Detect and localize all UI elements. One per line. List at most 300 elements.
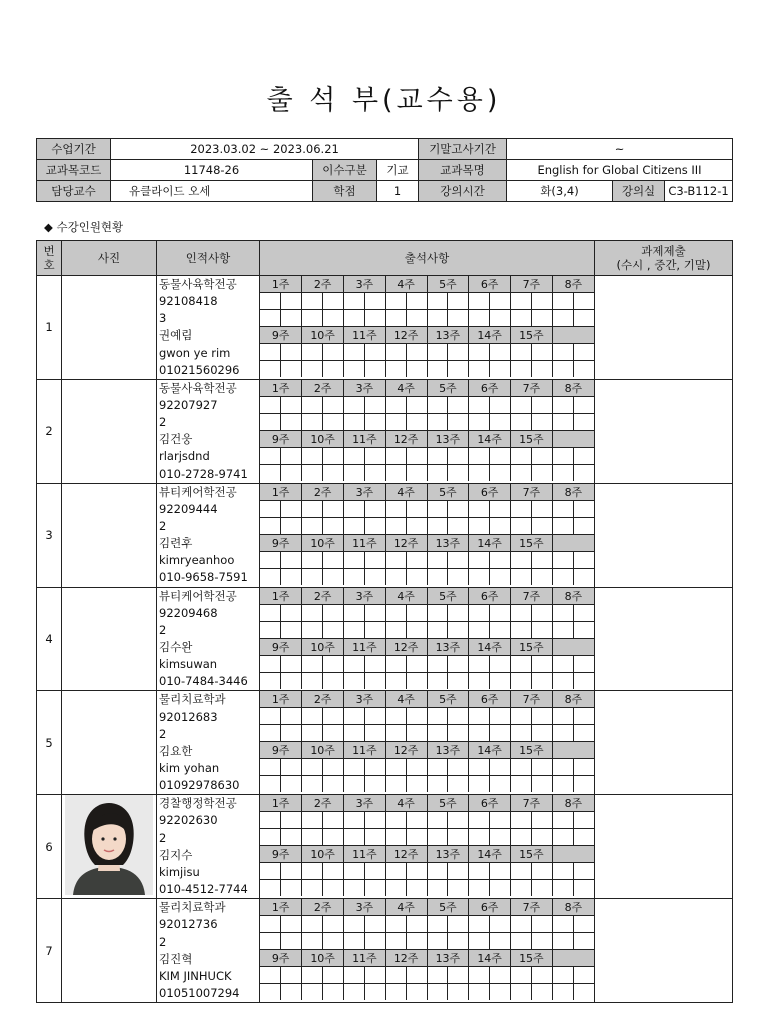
attendance-cell[interactable] — [281, 413, 302, 430]
attendance-cell[interactable] — [302, 568, 323, 585]
attendance-cell[interactable] — [448, 568, 469, 585]
attendance-cell[interactable] — [323, 916, 344, 933]
attendance-cell[interactable] — [385, 759, 406, 776]
attendance-cell[interactable] — [469, 880, 490, 897]
attendance-cell[interactable] — [469, 672, 490, 689]
attendance-cell[interactable] — [469, 725, 490, 742]
attendance-cell[interactable] — [364, 361, 385, 378]
attendance-cell[interactable] — [573, 500, 594, 517]
attendance-cell[interactable] — [511, 568, 532, 585]
attendance-cell[interactable] — [364, 621, 385, 638]
attendance-cell[interactable] — [260, 829, 281, 846]
attendance-cell[interactable] — [406, 725, 427, 742]
attendance-cell[interactable] — [281, 655, 302, 672]
attendance-cell[interactable] — [406, 812, 427, 829]
attendance-cell[interactable] — [448, 396, 469, 413]
attendance-cell[interactable] — [427, 863, 448, 880]
attendance-cell[interactable] — [490, 568, 511, 585]
attendance-cell[interactable] — [573, 517, 594, 534]
attendance-cell[interactable] — [260, 672, 281, 689]
attendance-cell[interactable] — [323, 310, 344, 327]
attendance-cell[interactable] — [573, 672, 594, 689]
attendance-cell[interactable] — [260, 447, 281, 464]
attendance-cell[interactable] — [281, 984, 302, 1001]
attendance-cell[interactable] — [344, 500, 365, 517]
attendance-cell[interactable] — [406, 933, 427, 950]
attendance-cell[interactable] — [406, 500, 427, 517]
attendance-cell[interactable] — [281, 604, 302, 621]
attendance-cell[interactable] — [323, 293, 344, 310]
attendance-cell[interactable] — [385, 447, 406, 464]
attendance-cell[interactable] — [406, 447, 427, 464]
attendance-cell[interactable] — [427, 568, 448, 585]
attendance-cell[interactable] — [406, 776, 427, 793]
homework-cell[interactable] — [595, 379, 733, 483]
attendance-cell[interactable] — [406, 568, 427, 585]
attendance-cell[interactable] — [344, 568, 365, 585]
attendance-cell[interactable] — [531, 464, 552, 481]
attendance-cell[interactable] — [323, 464, 344, 481]
attendance-cell[interactable] — [260, 967, 281, 984]
homework-cell[interactable] — [595, 691, 733, 795]
attendance-cell[interactable] — [531, 500, 552, 517]
attendance-cell[interactable] — [260, 464, 281, 481]
attendance-cell[interactable] — [364, 344, 385, 361]
attendance-cell[interactable] — [427, 621, 448, 638]
attendance-cell[interactable] — [531, 361, 552, 378]
attendance-cell[interactable] — [552, 863, 573, 880]
attendance-cell[interactable] — [406, 863, 427, 880]
attendance-cell[interactable] — [344, 344, 365, 361]
attendance-cell[interactable] — [427, 967, 448, 984]
attendance-cell[interactable] — [364, 967, 385, 984]
attendance-cell[interactable] — [573, 655, 594, 672]
attendance-cell[interactable] — [302, 447, 323, 464]
attendance-cell[interactable] — [531, 655, 552, 672]
attendance-cell[interactable] — [448, 863, 469, 880]
attendance-cell[interactable] — [281, 447, 302, 464]
attendance-cell[interactable] — [344, 708, 365, 725]
attendance-cell[interactable] — [573, 967, 594, 984]
attendance-cell[interactable] — [385, 551, 406, 568]
attendance-cell[interactable] — [344, 812, 365, 829]
attendance-cell[interactable] — [511, 759, 532, 776]
attendance-cell[interactable] — [281, 621, 302, 638]
attendance-cell[interactable] — [469, 500, 490, 517]
attendance-cell[interactable] — [427, 759, 448, 776]
attendance-cell[interactable] — [490, 812, 511, 829]
attendance-cell[interactable] — [344, 310, 365, 327]
attendance-cell[interactable] — [490, 310, 511, 327]
attendance-cell[interactable] — [573, 361, 594, 378]
attendance-cell[interactable] — [260, 880, 281, 897]
attendance-cell[interactable] — [490, 829, 511, 846]
attendance-cell[interactable] — [302, 551, 323, 568]
attendance-cell[interactable] — [490, 967, 511, 984]
attendance-cell[interactable] — [323, 396, 344, 413]
attendance-cell[interactable] — [406, 916, 427, 933]
attendance-cell[interactable] — [344, 447, 365, 464]
attendance-cell[interactable] — [260, 551, 281, 568]
attendance-cell[interactable] — [406, 293, 427, 310]
attendance-cell[interactable] — [552, 672, 573, 689]
attendance-cell[interactable] — [364, 776, 385, 793]
attendance-cell[interactable] — [281, 916, 302, 933]
attendance-cell[interactable] — [573, 933, 594, 950]
attendance-cell[interactable] — [490, 344, 511, 361]
attendance-cell[interactable] — [531, 916, 552, 933]
homework-cell[interactable] — [595, 276, 733, 380]
attendance-cell[interactable] — [385, 984, 406, 1001]
attendance-cell[interactable] — [511, 708, 532, 725]
attendance-cell[interactable] — [552, 725, 573, 742]
attendance-cell[interactable] — [490, 708, 511, 725]
attendance-cell[interactable] — [511, 551, 532, 568]
attendance-cell[interactable] — [385, 967, 406, 984]
attendance-cell[interactable] — [531, 776, 552, 793]
attendance-cell[interactable] — [260, 916, 281, 933]
homework-cell[interactable] — [595, 795, 733, 899]
attendance-cell[interactable] — [448, 672, 469, 689]
attendance-cell[interactable] — [469, 708, 490, 725]
attendance-cell[interactable] — [427, 880, 448, 897]
attendance-cell[interactable] — [427, 517, 448, 534]
attendance-cell[interactable] — [281, 517, 302, 534]
attendance-cell[interactable] — [302, 933, 323, 950]
attendance-cell[interactable] — [469, 621, 490, 638]
attendance-cell[interactable] — [490, 396, 511, 413]
attendance-cell[interactable] — [427, 672, 448, 689]
attendance-cell[interactable] — [406, 396, 427, 413]
attendance-cell[interactable] — [552, 396, 573, 413]
attendance-cell[interactable] — [490, 725, 511, 742]
attendance-cell[interactable] — [531, 568, 552, 585]
attendance-cell[interactable] — [344, 551, 365, 568]
attendance-cell[interactable] — [323, 500, 344, 517]
attendance-cell[interactable] — [552, 708, 573, 725]
attendance-cell[interactable] — [281, 344, 302, 361]
attendance-cell[interactable] — [260, 776, 281, 793]
attendance-cell[interactable] — [552, 812, 573, 829]
attendance-cell[interactable] — [260, 293, 281, 310]
attendance-cell[interactable] — [531, 863, 552, 880]
attendance-cell[interactable] — [531, 759, 552, 776]
attendance-cell[interactable] — [427, 396, 448, 413]
attendance-cell[interactable] — [490, 984, 511, 1001]
attendance-cell[interactable] — [260, 344, 281, 361]
attendance-cell[interactable] — [323, 551, 344, 568]
attendance-cell[interactable] — [385, 413, 406, 430]
attendance-cell[interactable] — [511, 396, 532, 413]
attendance-cell[interactable] — [281, 672, 302, 689]
attendance-cell[interactable] — [406, 464, 427, 481]
attendance-cell[interactable] — [406, 967, 427, 984]
attendance-cell[interactable] — [448, 447, 469, 464]
attendance-cell[interactable] — [427, 344, 448, 361]
attendance-cell[interactable] — [281, 464, 302, 481]
attendance-cell[interactable] — [469, 812, 490, 829]
attendance-cell[interactable] — [302, 655, 323, 672]
attendance-cell[interactable] — [385, 655, 406, 672]
attendance-cell[interactable] — [511, 967, 532, 984]
attendance-cell[interactable] — [573, 812, 594, 829]
attendance-cell[interactable] — [260, 568, 281, 585]
attendance-cell[interactable] — [511, 604, 532, 621]
attendance-cell[interactable] — [385, 310, 406, 327]
attendance-cell[interactable] — [490, 933, 511, 950]
attendance-cell[interactable] — [469, 551, 490, 568]
attendance-cell[interactable] — [531, 293, 552, 310]
attendance-cell[interactable] — [344, 361, 365, 378]
attendance-cell[interactable] — [364, 396, 385, 413]
attendance-cell[interactable] — [531, 984, 552, 1001]
attendance-cell[interactable] — [323, 604, 344, 621]
attendance-cell[interactable] — [469, 517, 490, 534]
attendance-cell[interactable] — [490, 880, 511, 897]
attendance-cell[interactable] — [385, 725, 406, 742]
attendance-cell[interactable] — [511, 916, 532, 933]
attendance-cell[interactable] — [302, 759, 323, 776]
attendance-cell[interactable] — [573, 880, 594, 897]
attendance-cell[interactable] — [364, 933, 385, 950]
attendance-cell[interactable] — [469, 413, 490, 430]
attendance-cell[interactable] — [406, 413, 427, 430]
attendance-cell[interactable] — [260, 604, 281, 621]
attendance-cell[interactable] — [427, 725, 448, 742]
attendance-cell[interactable] — [344, 396, 365, 413]
attendance-cell[interactable] — [323, 447, 344, 464]
attendance-cell[interactable] — [281, 310, 302, 327]
attendance-cell[interactable] — [531, 933, 552, 950]
attendance-cell[interactable] — [427, 447, 448, 464]
attendance-cell[interactable] — [385, 344, 406, 361]
attendance-cell[interactable] — [364, 708, 385, 725]
attendance-cell[interactable] — [323, 776, 344, 793]
attendance-cell[interactable] — [448, 725, 469, 742]
attendance-cell[interactable] — [385, 464, 406, 481]
attendance-cell[interactable] — [552, 500, 573, 517]
attendance-cell[interactable] — [323, 568, 344, 585]
attendance-cell[interactable] — [302, 725, 323, 742]
attendance-cell[interactable] — [469, 655, 490, 672]
attendance-cell[interactable] — [260, 310, 281, 327]
attendance-cell[interactable] — [323, 413, 344, 430]
attendance-cell[interactable] — [260, 517, 281, 534]
attendance-cell[interactable] — [260, 361, 281, 378]
attendance-cell[interactable] — [573, 829, 594, 846]
attendance-cell[interactable] — [302, 396, 323, 413]
attendance-cell[interactable] — [511, 361, 532, 378]
attendance-cell[interactable] — [323, 984, 344, 1001]
attendance-cell[interactable] — [344, 621, 365, 638]
attendance-cell[interactable] — [511, 829, 532, 846]
attendance-cell[interactable] — [448, 812, 469, 829]
attendance-cell[interactable] — [323, 517, 344, 534]
attendance-cell[interactable] — [302, 621, 323, 638]
attendance-cell[interactable] — [385, 880, 406, 897]
homework-cell[interactable] — [595, 899, 733, 1003]
attendance-cell[interactable] — [406, 984, 427, 1001]
attendance-cell[interactable] — [469, 344, 490, 361]
attendance-cell[interactable] — [323, 967, 344, 984]
attendance-cell[interactable] — [511, 293, 532, 310]
attendance-cell[interactable] — [469, 916, 490, 933]
attendance-cell[interactable] — [344, 776, 365, 793]
attendance-cell[interactable] — [552, 829, 573, 846]
attendance-cell[interactable] — [511, 447, 532, 464]
attendance-cell[interactable] — [531, 812, 552, 829]
attendance-cell[interactable] — [302, 672, 323, 689]
attendance-cell[interactable] — [385, 776, 406, 793]
attendance-cell[interactable] — [323, 759, 344, 776]
attendance-cell[interactable] — [323, 361, 344, 378]
attendance-cell[interactable] — [323, 725, 344, 742]
attendance-cell[interactable] — [531, 672, 552, 689]
attendance-cell[interactable] — [281, 759, 302, 776]
attendance-cell[interactable] — [490, 672, 511, 689]
attendance-cell[interactable] — [364, 812, 385, 829]
attendance-cell[interactable] — [448, 551, 469, 568]
attendance-cell[interactable] — [490, 863, 511, 880]
attendance-cell[interactable] — [448, 310, 469, 327]
attendance-cell[interactable] — [302, 812, 323, 829]
attendance-cell[interactable] — [344, 984, 365, 1001]
attendance-cell[interactable] — [552, 413, 573, 430]
attendance-cell[interactable] — [281, 829, 302, 846]
attendance-cell[interactable] — [552, 344, 573, 361]
attendance-cell[interactable] — [344, 517, 365, 534]
attendance-cell[interactable] — [552, 759, 573, 776]
attendance-cell[interactable] — [302, 984, 323, 1001]
attendance-cell[interactable] — [511, 933, 532, 950]
attendance-cell[interactable] — [281, 776, 302, 793]
attendance-cell[interactable] — [531, 396, 552, 413]
attendance-cell[interactable] — [531, 967, 552, 984]
attendance-cell[interactable] — [531, 725, 552, 742]
attendance-cell[interactable] — [260, 396, 281, 413]
attendance-cell[interactable] — [364, 500, 385, 517]
attendance-cell[interactable] — [531, 344, 552, 361]
attendance-cell[interactable] — [344, 967, 365, 984]
attendance-cell[interactable] — [364, 464, 385, 481]
attendance-cell[interactable] — [302, 413, 323, 430]
attendance-cell[interactable] — [573, 863, 594, 880]
attendance-cell[interactable] — [573, 310, 594, 327]
attendance-cell[interactable] — [281, 725, 302, 742]
attendance-cell[interactable] — [552, 293, 573, 310]
attendance-cell[interactable] — [427, 708, 448, 725]
attendance-cell[interactable] — [511, 344, 532, 361]
attendance-cell[interactable] — [323, 863, 344, 880]
attendance-cell[interactable] — [302, 604, 323, 621]
attendance-cell[interactable] — [552, 310, 573, 327]
attendance-cell[interactable] — [490, 413, 511, 430]
attendance-cell[interactable] — [344, 759, 365, 776]
attendance-cell[interactable] — [281, 880, 302, 897]
attendance-cell[interactable] — [531, 604, 552, 621]
attendance-cell[interactable] — [323, 933, 344, 950]
attendance-cell[interactable] — [427, 916, 448, 933]
attendance-cell[interactable] — [469, 967, 490, 984]
attendance-cell[interactable] — [511, 776, 532, 793]
attendance-cell[interactable] — [427, 293, 448, 310]
attendance-cell[interactable] — [260, 863, 281, 880]
attendance-cell[interactable] — [573, 984, 594, 1001]
attendance-cell[interactable] — [385, 500, 406, 517]
attendance-cell[interactable] — [448, 655, 469, 672]
attendance-cell[interactable] — [427, 829, 448, 846]
attendance-cell[interactable] — [344, 464, 365, 481]
attendance-cell[interactable] — [448, 604, 469, 621]
attendance-cell[interactable] — [511, 464, 532, 481]
attendance-cell[interactable] — [364, 984, 385, 1001]
attendance-cell[interactable] — [490, 759, 511, 776]
attendance-cell[interactable] — [573, 464, 594, 481]
attendance-cell[interactable] — [385, 863, 406, 880]
attendance-cell[interactable] — [281, 863, 302, 880]
attendance-cell[interactable] — [552, 655, 573, 672]
attendance-cell[interactable] — [531, 413, 552, 430]
attendance-cell[interactable] — [323, 880, 344, 897]
attendance-cell[interactable] — [448, 500, 469, 517]
attendance-cell[interactable] — [364, 551, 385, 568]
attendance-cell[interactable] — [344, 933, 365, 950]
attendance-cell[interactable] — [260, 655, 281, 672]
attendance-cell[interactable] — [302, 361, 323, 378]
attendance-cell[interactable] — [469, 293, 490, 310]
attendance-cell[interactable] — [281, 551, 302, 568]
attendance-cell[interactable] — [364, 672, 385, 689]
attendance-cell[interactable] — [302, 829, 323, 846]
attendance-cell[interactable] — [490, 655, 511, 672]
attendance-cell[interactable] — [552, 551, 573, 568]
attendance-cell[interactable] — [385, 568, 406, 585]
attendance-cell[interactable] — [406, 344, 427, 361]
attendance-cell[interactable] — [302, 344, 323, 361]
attendance-cell[interactable] — [364, 916, 385, 933]
attendance-cell[interactable] — [385, 708, 406, 725]
attendance-cell[interactable] — [573, 568, 594, 585]
attendance-cell[interactable] — [490, 293, 511, 310]
attendance-cell[interactable] — [469, 310, 490, 327]
attendance-cell[interactable] — [323, 829, 344, 846]
attendance-cell[interactable] — [344, 413, 365, 430]
attendance-cell[interactable] — [427, 310, 448, 327]
attendance-cell[interactable] — [511, 863, 532, 880]
attendance-cell[interactable] — [406, 551, 427, 568]
attendance-cell[interactable] — [302, 464, 323, 481]
homework-cell[interactable] — [595, 587, 733, 691]
attendance-cell[interactable] — [364, 568, 385, 585]
attendance-cell[interactable] — [281, 361, 302, 378]
attendance-cell[interactable] — [573, 447, 594, 464]
attendance-cell[interactable] — [427, 361, 448, 378]
attendance-cell[interactable] — [385, 672, 406, 689]
attendance-cell[interactable] — [385, 604, 406, 621]
attendance-cell[interactable] — [260, 984, 281, 1001]
attendance-cell[interactable] — [302, 517, 323, 534]
attendance-cell[interactable] — [552, 604, 573, 621]
attendance-cell[interactable] — [364, 413, 385, 430]
attendance-cell[interactable] — [260, 708, 281, 725]
attendance-cell[interactable] — [573, 551, 594, 568]
attendance-cell[interactable] — [427, 464, 448, 481]
attendance-cell[interactable] — [323, 655, 344, 672]
attendance-cell[interactable] — [281, 708, 302, 725]
attendance-cell[interactable] — [406, 621, 427, 638]
attendance-cell[interactable] — [260, 933, 281, 950]
attendance-cell[interactable] — [302, 500, 323, 517]
